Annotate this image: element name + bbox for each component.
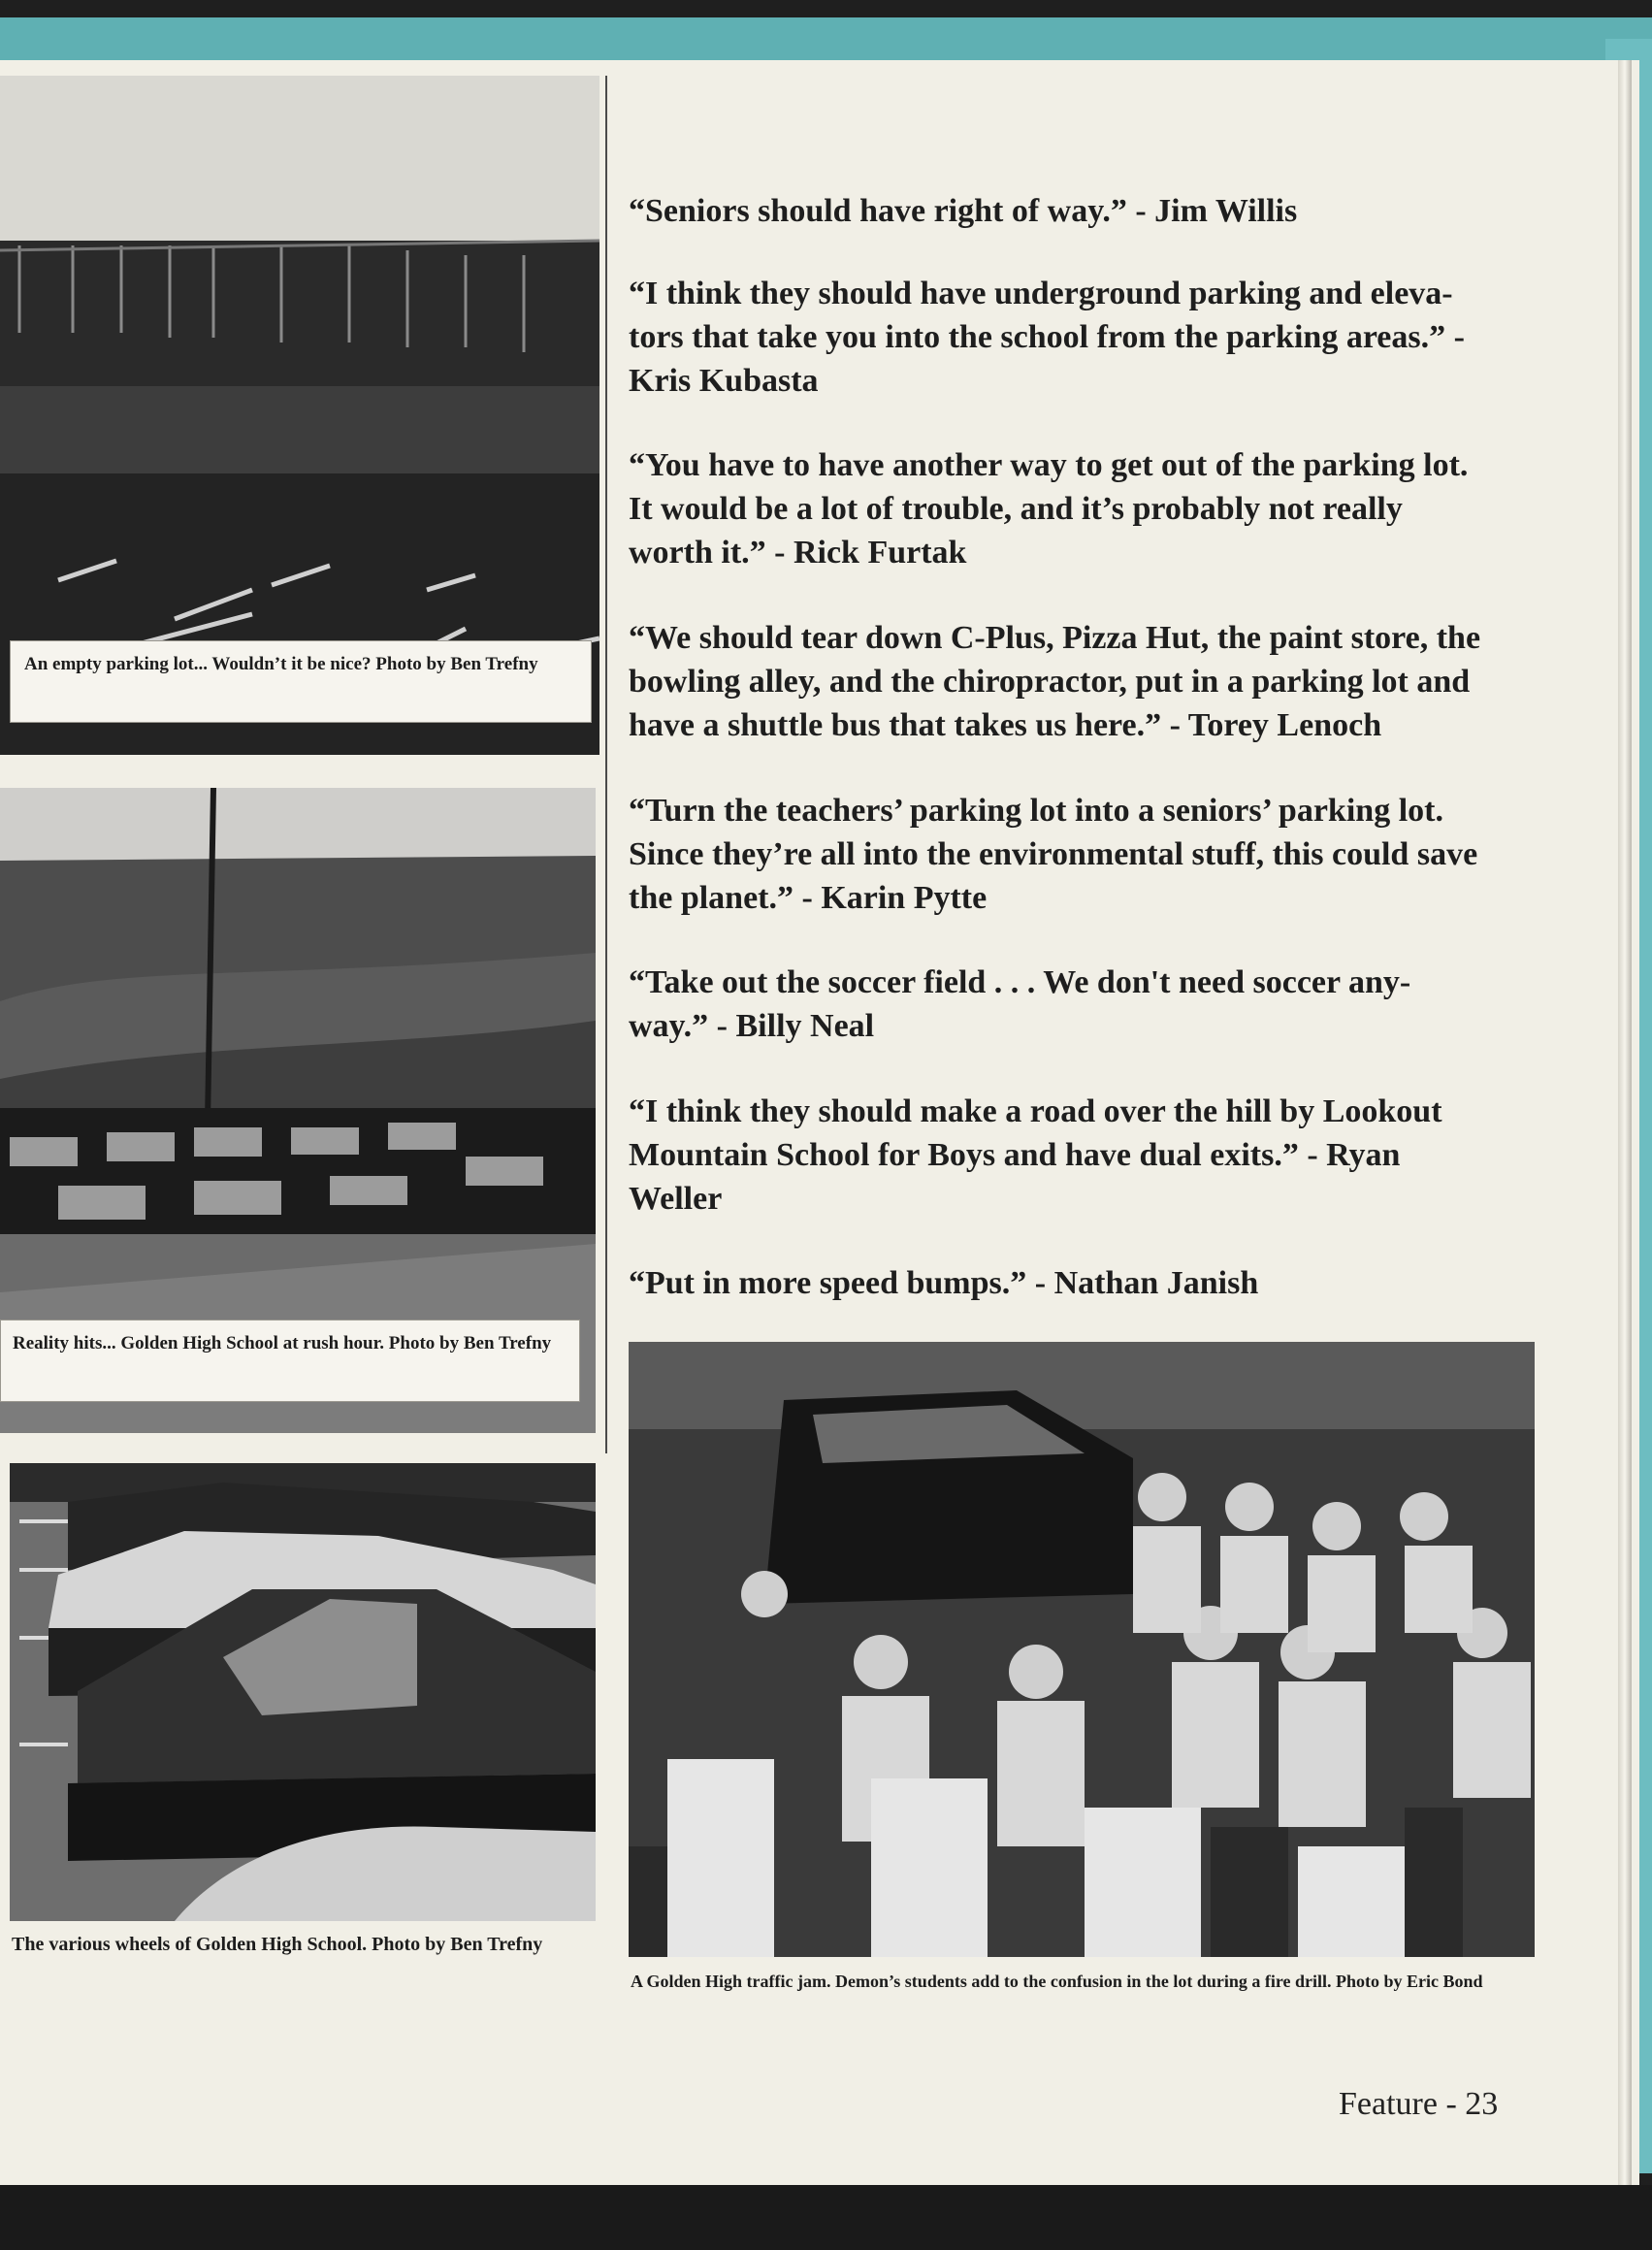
empty-parking-lot-caption: An empty parking lot... Wouldn’t it be nice? Photo by Ben Trefny (10, 640, 592, 723)
parked-cars-photo (10, 1463, 596, 1921)
quote-billy-neal: “Take out the soccer field . . . We don't need soccer any-way.” - Billy Neal (629, 964, 1411, 1044)
binding-edge-strip (0, 17, 1652, 60)
quote-kris-kubasta: “I think they should have underground parking and eleva-tors that take you into the school from the parking areas.” - Kris Kubasta (629, 276, 1465, 399)
page-edge-shadow (1618, 60, 1632, 2185)
column-divider (605, 76, 607, 1453)
quote-ryan-weller: “I think they should make a road over the hill by Lookout Mountain School for Boys and have dual exits.” - Ryan Weller (629, 1093, 1442, 1217)
quote-torey-lenoch: “We should tear down C-Plus, Pizza Hut, the paint store, the bowling alley, and the chiropractor, put in a parking lot and have a shuttle bus that takes us here.” - Torey Lenoch (629, 620, 1481, 743)
crowd-traffic-jam-photo (629, 1342, 1535, 1957)
parked-cars-caption: The various wheels of Golden High School. Photo by Ben Trefny (12, 1934, 543, 1955)
quote-karin-pytte: “Turn the teachers’ parking lot into a seniors’ parking lot. Since they’re all into the environmental stuff, this could save the planet.” - Karin Pytte (629, 793, 1478, 916)
page-folio: Feature - 23 (1339, 2086, 1499, 2122)
rush-hour-caption: Reality hits... Golden High School at rush hour. Photo by Ben Trefny (0, 1320, 580, 1402)
quote-rick-furtak: “You have to have another way to get out of the parking lot. It would be a lot of trouble, and it’s probably not really worth it.” - Rick Furtak (629, 447, 1469, 571)
scan-bottom-band (0, 2185, 1652, 2250)
crowd-traffic-jam-caption: A Golden High traffic jam. Demon’s students add to the confusion in the lot during a fire drill. Photo by Eric Bond (631, 1972, 1483, 1991)
quote-nathan-janish: “Put in more speed bumps.” - Nathan Janish (629, 1265, 1259, 1301)
quote-jim-willis: “Seniors should have right of way.” - Jim Willis (629, 193, 1298, 229)
